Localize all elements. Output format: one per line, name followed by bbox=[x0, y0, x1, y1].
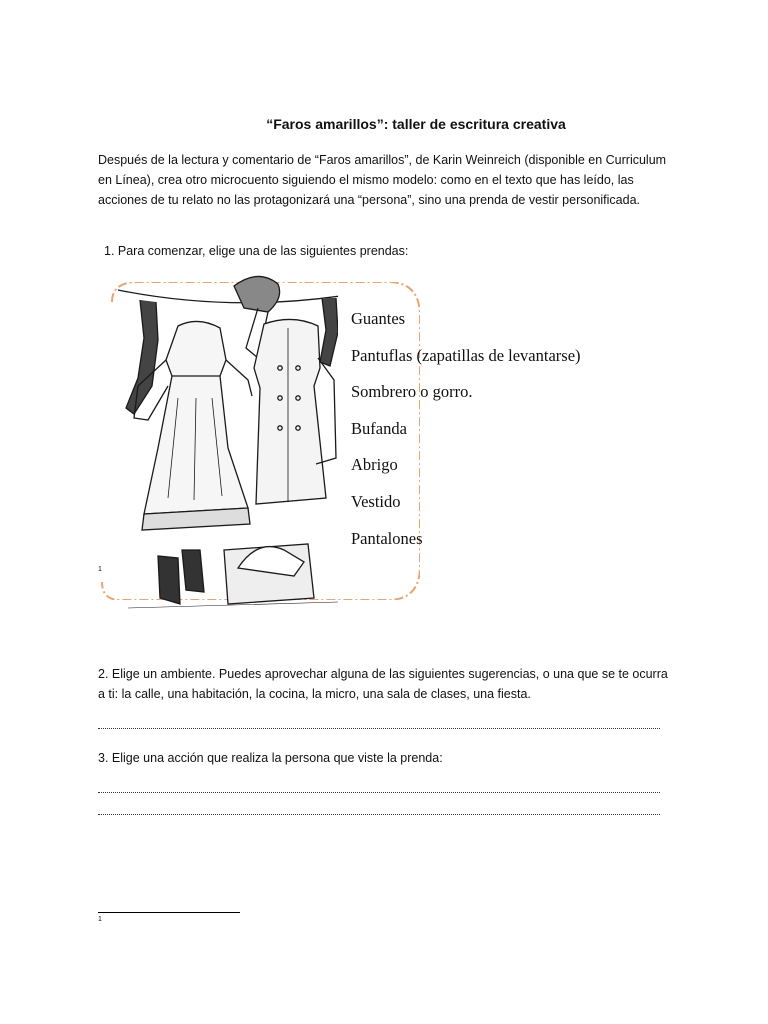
garment-item: Pantalones bbox=[351, 528, 423, 548]
answer-line[interactable] bbox=[98, 726, 660, 729]
garment-item: Abrigo bbox=[351, 455, 398, 475]
page-title: “Faros amarillos”: taller de escritura creativa bbox=[266, 116, 566, 132]
question-1: 1. Para comenzar, elige una de las siguientes prendas: bbox=[104, 244, 409, 258]
garment-item: Sombrero o gorro. bbox=[351, 382, 473, 402]
garment-list bbox=[351, 307, 581, 563]
garment-item: Vestido bbox=[351, 491, 401, 511]
garment-item: Guantes bbox=[351, 309, 406, 328]
footnote-number: 1 bbox=[98, 916, 102, 923]
question-3: 3. Elige una acción que realiza la persona que viste la prenda: bbox=[98, 751, 443, 765]
garment-item: Pantuflas (zapatillas de levantarse) bbox=[351, 345, 581, 365]
image-footnote-marker: 1 bbox=[98, 566, 102, 573]
answer-line[interactable] bbox=[98, 790, 660, 793]
garment-item: Bufanda bbox=[351, 418, 407, 438]
answer-line[interactable] bbox=[98, 812, 660, 815]
clothing-drawing bbox=[108, 268, 338, 623]
footnote-separator bbox=[98, 912, 240, 913]
intro-paragraph: Después de la lectura y comentario de “Faros amarillos”, de Karin Weinreich (disponible en Curriculum en Línea), crea otro microcuento siguiendo el mismo modelo: como en el texto que has leído, las acciones de tu relato no las protagonizará una “persona”, sino una prenda de vestir personificada. bbox=[98, 153, 667, 207]
question-2: 2. Elige un ambiente. Puedes aprovechar alguna de las siguientes sugerencias, o una que se te ocurra a ti: la calle, una habitación, la cocina, la micro, una sala de clases, una fiesta. bbox=[98, 667, 668, 701]
